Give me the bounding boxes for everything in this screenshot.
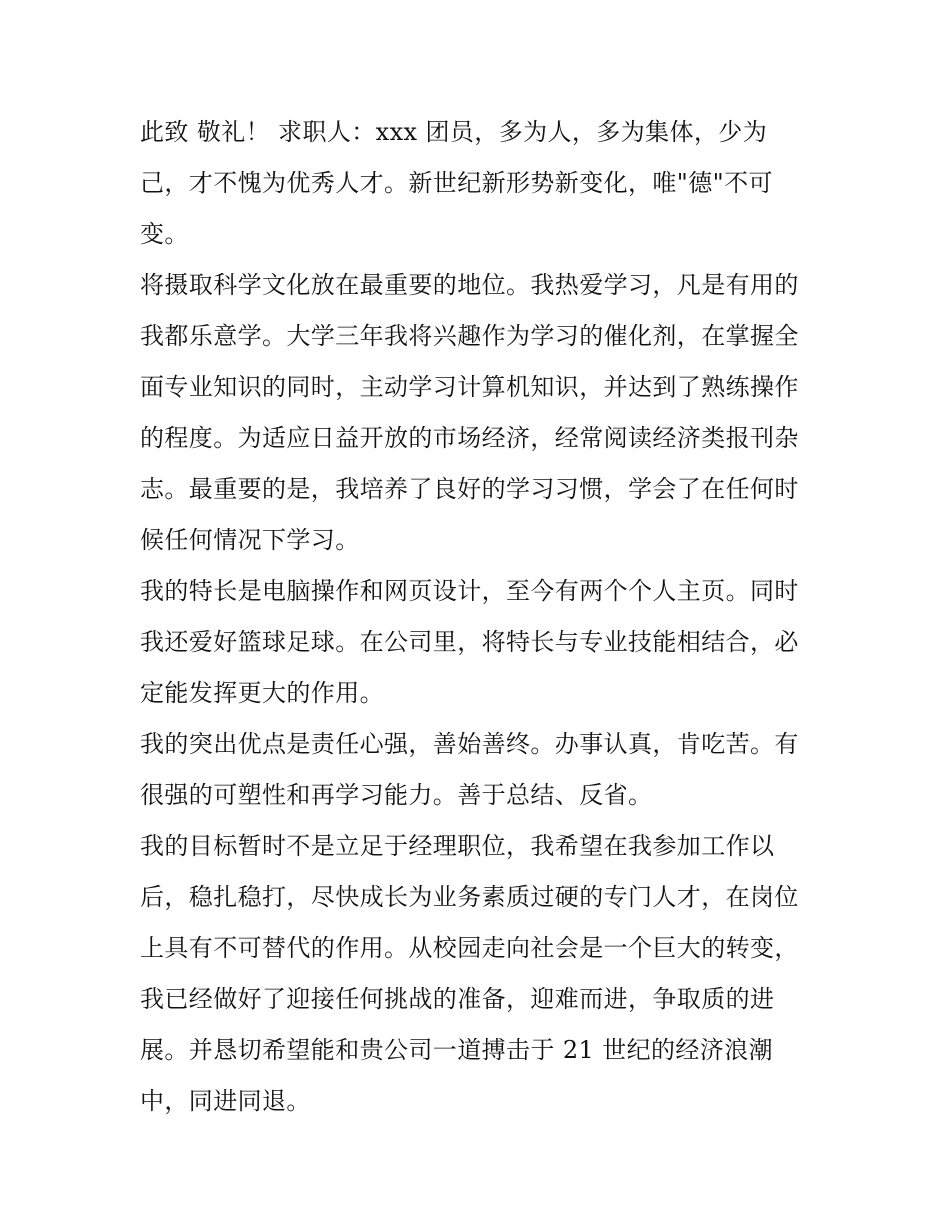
text-line: 我的突出优点是责任心强，善始善终。办事认真，肯吃苦。有 — [140, 730, 799, 758]
text-line: 己，才不愧为优秀人才。新世纪新形势新变化，唯"德"不可 — [140, 169, 773, 197]
text-line: 此致 敬礼！ 求职人：xxx 团员，多为人，多为集体，少为 — [140, 118, 768, 146]
text-line: 上具有不可替代的作用。从校园走向社会是一个巨大的转变， — [140, 934, 799, 962]
text-line: 我都乐意学。大学三年我将兴趣作为学习的催化剂，在掌握全 — [140, 322, 799, 350]
text-line: 变。 — [140, 220, 189, 248]
text-line: 我还爱好篮球足球。在公司里，将特长与专业技能相结合，必 — [140, 628, 799, 656]
paragraph-strengths — [140, 719, 812, 821]
text-line: 中，同进同退。 — [140, 1087, 311, 1115]
text-line: 将摄取科学文化放在最重要的地位。我热爱学习，凡是有用的 — [140, 271, 799, 299]
text-line: 的程度。为适应日益开放的市场经济，经常阅读经济类报刊杂 — [140, 424, 799, 452]
document-body — [140, 107, 812, 1127]
text-line: 面专业知识的同时，主动学习计算机知识，并达到了熟练操作 — [140, 373, 799, 401]
paragraph-goals — [140, 821, 812, 1127]
paragraph-specialties — [140, 566, 812, 719]
paragraph-closing — [140, 107, 812, 260]
text-line: 志。最重要的是，我培养了良好的学习习惯，学会了在任何时 — [140, 475, 799, 503]
text-line: 我的目标暂时不是立足于经理职位，我希望在我参加工作以 — [140, 832, 775, 860]
text-line: 后，稳扎稳打，尽快成长为业务素质过硬的专门人才，在岗位 — [140, 883, 799, 911]
paragraph-study — [140, 260, 812, 566]
text-line: 定能发挥更大的作用。 — [140, 679, 384, 707]
text-line: 展。并恳切希望能和贵公司一道搏击于 21 世纪的经济浪潮 — [140, 1036, 773, 1064]
text-line: 我的特长是电脑操作和网页设计，至今有两个个人主页。同时 — [140, 577, 799, 605]
text-line: 我已经做好了迎接任何挑战的准备，迎难而进，争取质的进 — [140, 985, 775, 1013]
text-line: 候任何情况下学习。 — [140, 526, 360, 554]
text-line: 很强的可塑性和再学习能力。善于总结、反省。 — [140, 781, 653, 809]
